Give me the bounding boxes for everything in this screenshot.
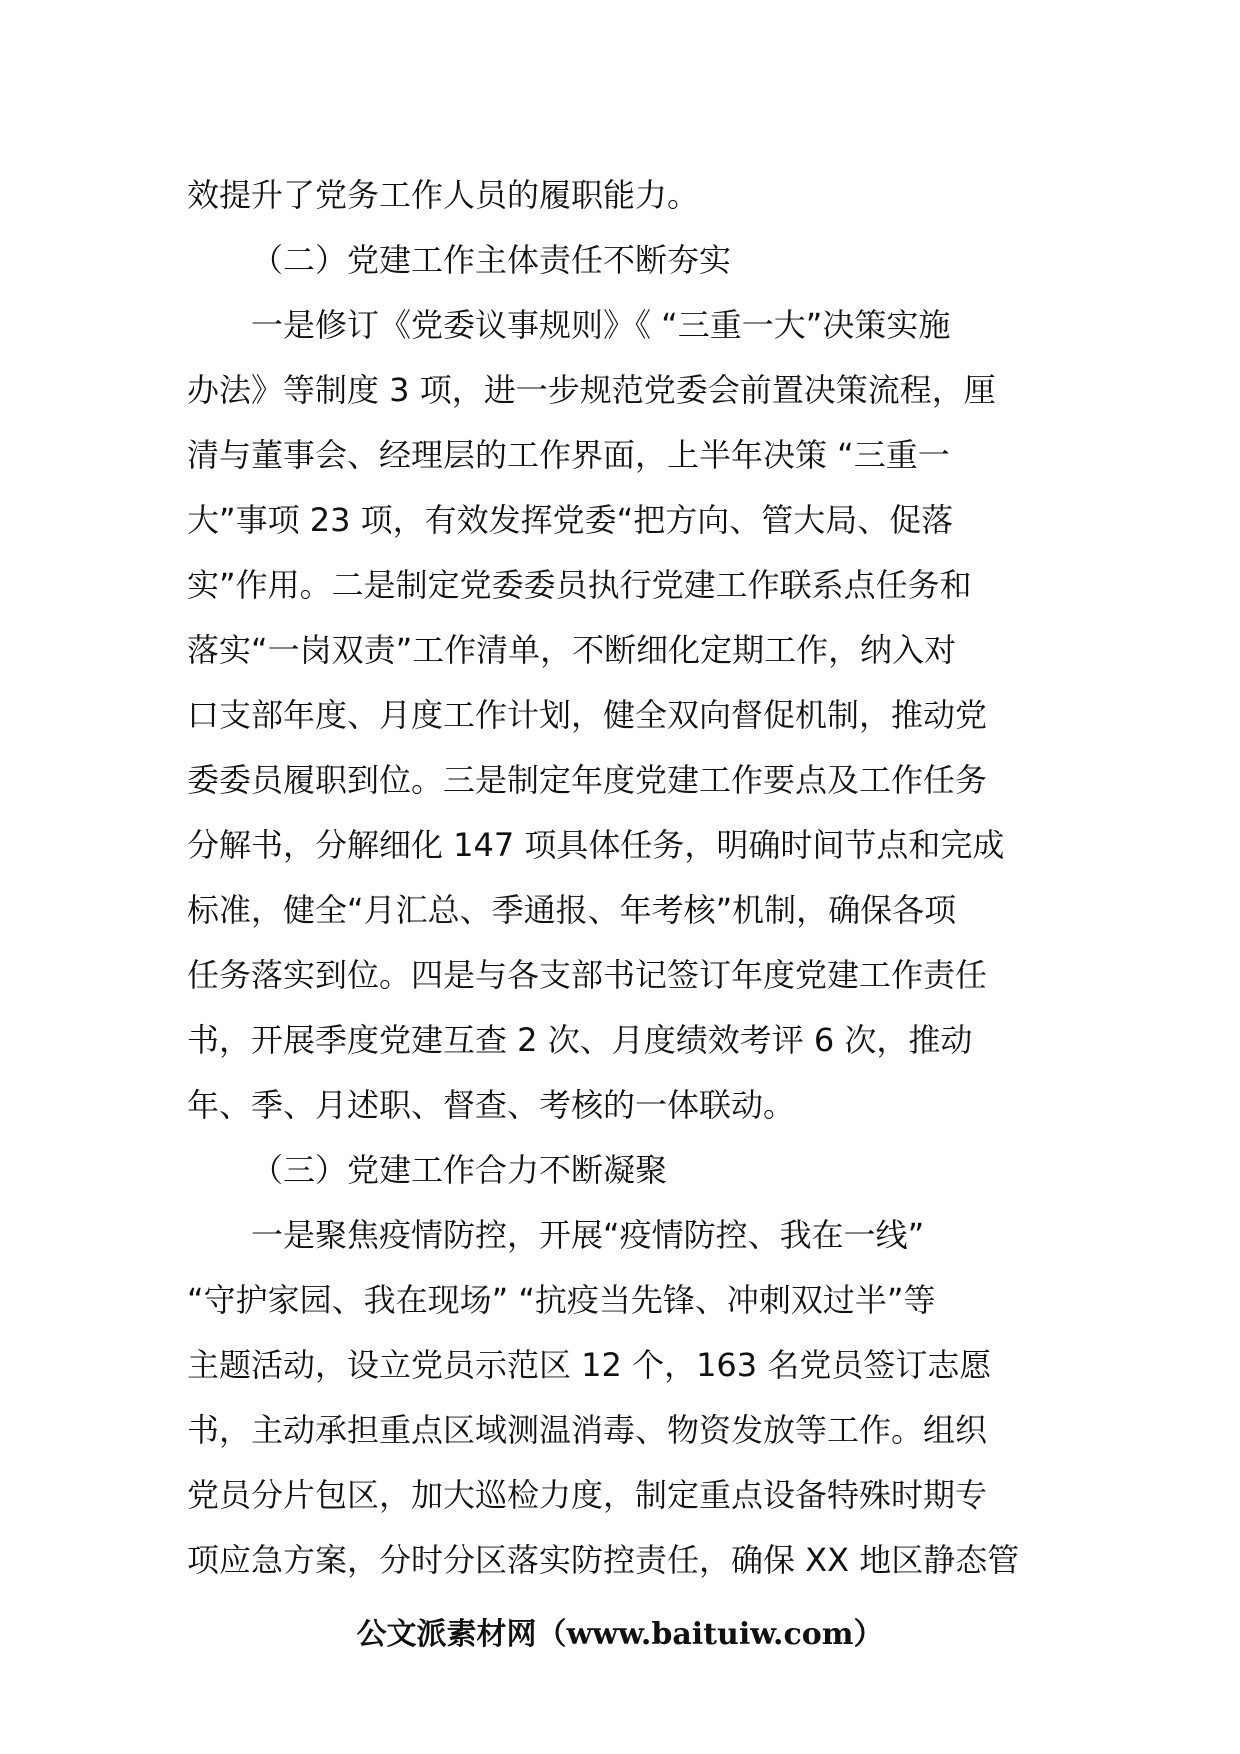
paragraph-line: 年、季、月述职、督查、考核的一体联动。 [187,1086,796,1124]
paragraph-line: 项应急方案，分时分区落实防控责任，确保 XX 地区静态管 [187,1541,1020,1579]
paragraph-line: 口支部年度、月度工作计划，健全双向督促机制，推动党 [187,696,988,734]
paragraph-line: “守护家园、我在现场” “抗疫当先锋、冲刺双过半”等 [187,1281,936,1319]
paragraph-line: 落实“一岗双责”工作清单，不断细化定期工作，纳入对 [187,631,957,669]
paragraph-line: 书，主动承担重点区域测温消毒、物资发放等工作。组织 [187,1411,988,1449]
footer-watermark: 公文派素材网（www.baituiw.com） [356,1617,884,1652]
paragraph-line: 办法》等制度 3 项，进一步规范党委会前置决策流程，厘 [187,371,996,409]
paragraph-line: 效提升了党务工作人员的履职能力。 [187,176,700,214]
paragraph-line: 一是聚焦疫情防控，开展“疫情防控、我在一线” [251,1216,925,1254]
document-body [187,163,1062,1593]
paragraph-line: 标准，健全“月汇总、季通报、年考核”机制，确保各项 [187,891,957,929]
paragraph-line: 大”事项 23 项，有效发挥党委“把方向、管大局、促落 [187,501,954,539]
paragraph-line: 清与董事会、经理层的工作界面，上半年决策 “三重一 [187,436,950,474]
paragraph-line: 主题活动，设立党员示范区 12 个，163 名党员签订志愿 [187,1346,992,1384]
paragraph-line: 分解书，分解细化 147 项具体任务，明确时间节点和完成 [187,826,1005,864]
section-heading: （二）党建工作主体责任不断夯实 [251,241,732,279]
paragraph-line: 委委员履职到位。三是制定年度党建工作要点及工作任务 [187,761,988,799]
paragraph-line: 实”作用。二是制定党委委员执行党建工作联系点任务和 [187,566,972,604]
paragraph-line: 党员分片包区，加大巡检力度，制定重点设备特殊时期专 [187,1476,988,1514]
section-heading: （三）党建工作合力不断凝聚 [251,1151,668,1189]
paragraph-line: 书，开展季度党建互查 2 次、月度绩效考评 6 次，推动 [187,1021,973,1059]
paragraph-line: 任务落实到位。四是与各支部书记签订年度党建工作责任 [187,956,988,994]
paragraph-line: 一是修订《党委议事规则》《 “三重一大”决策实施 [251,306,951,344]
